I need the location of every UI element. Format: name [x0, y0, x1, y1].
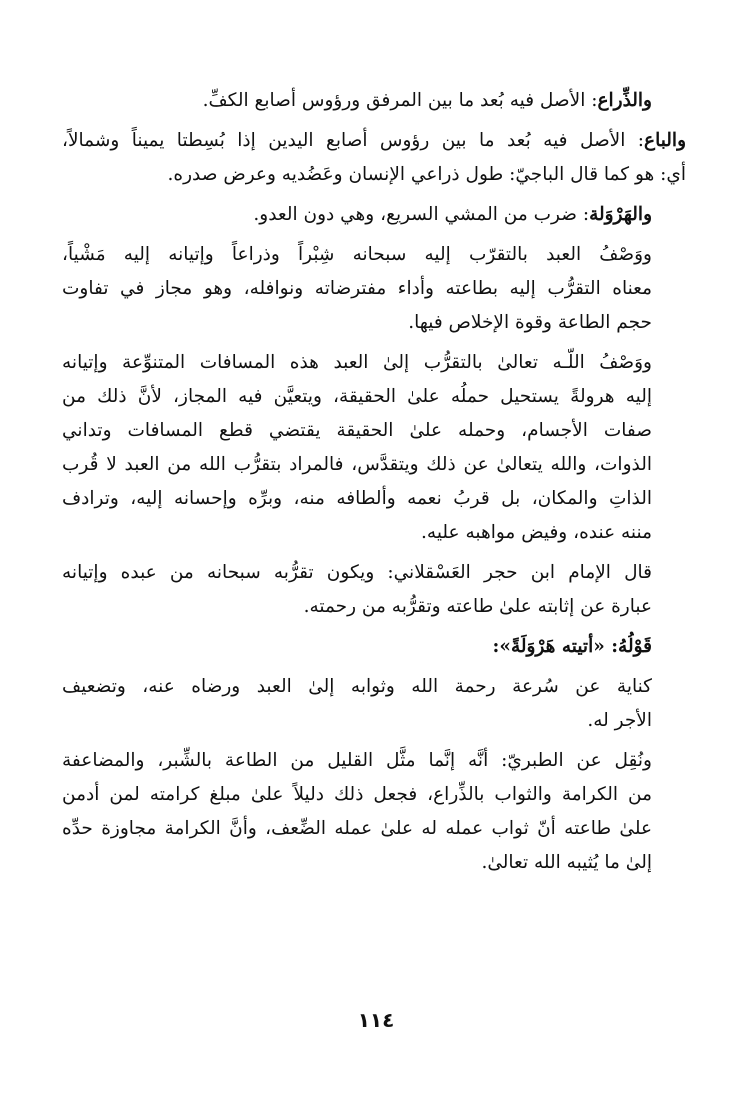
text-line: والهَرْوَلة: ضرب من المشي السريع، وهي دون العدو.	[253, 204, 652, 225]
paragraph-kinaya	[62, 670, 686, 738]
text-line: مننه عنده، وفيض مواهبه عليه.	[421, 522, 652, 543]
text-line: صفات الأجسام، وحمله علىٰ الحقيقة يقتضي قطع المسافات وتداني	[62, 420, 652, 441]
text-line: أي: هو كما قال الباجيّ: طول ذراعي الإنسان وعَضُديه وعرض صدره.	[167, 164, 686, 185]
section-heading: قَوْلُهُ: «أتيته هَرْوَلَةً»:	[492, 636, 652, 657]
text-line: ووَصْفُ اللّـه تعالىٰ بالتقرُّب إلىٰ العبد هذه المسافات المتنوِّعة وإتيانه	[62, 352, 652, 373]
text-line: من الكرامة والثواب بالذِّراع، فجعل ذلك دليلاً علىٰ مبلغ كرامته لمن أدمن	[62, 784, 652, 805]
term-harwala: والهَرْوَلة	[589, 204, 652, 225]
paragraph-harwala	[62, 198, 686, 232]
text-line: والذِّراع: الأصل فيه بُعد ما بين المرفق ورؤوس أصابع الكفِّ.	[202, 90, 652, 111]
text-line: الأجر له.	[587, 710, 652, 731]
text-line: كناية عن سُرعة رحمة الله وثوابه إلىٰ العبد ورضاه عنه، وتضعيف	[62, 676, 652, 697]
paragraph-ibn-hajar	[62, 556, 686, 624]
text-line: إليه هرولةً يستحيل حملُه علىٰ الحقيقة، ويتعيَّن فيه المجاز، لأنَّ ذلك من	[62, 386, 652, 407]
paragraph-tabari	[62, 744, 686, 880]
term-baa: والباع	[644, 130, 686, 151]
page-text	[62, 84, 686, 886]
text-line: علىٰ طاعته أنّ ثواب عمله له علىٰ عمله الضِّعف، وأنَّ الكرامة مجاوزة حدِّه	[62, 818, 652, 839]
text-line: إلىٰ ما يُثيبه الله تعالىٰ.	[481, 852, 652, 873]
paragraph-baa	[62, 124, 686, 192]
text-line: الذاتِ والمكان، بل قربُ نعمه وألطافه منه، وبرِّه وإحسانه إليه، وترادف	[62, 488, 652, 509]
paragraph-wasf-abd	[62, 238, 686, 340]
text-line: والباع: الأصل فيه بُعد ما بين رؤوس أصابع اليدين إذا بُسِطتا يميناً وشمالاً،	[62, 130, 686, 151]
paragraph-wasf-allah	[62, 346, 686, 550]
text-line: معناه التقرُّب إليه بطاعته وأداء مفترضاته ونوافله، وهو مجاز في تفاوت	[62, 278, 652, 299]
text-line: قال الإمام ابن حجر العَسْقلاني: ويكون تقرُّبه سبحانه من عبده وإتيانه	[62, 562, 652, 583]
text-line: ونُقِل عن الطبريّ: أنَّه إنَّما مثَّل القليل من الطاعة بالشِّبر، والمضاعفة	[62, 750, 652, 771]
text-line: عبارة عن إثابته علىٰ طاعته وتقرُّبه من رحمته.	[303, 596, 652, 617]
term-dhira: والذِّراع	[597, 90, 652, 111]
page-number: ١١٤	[357, 1008, 395, 1032]
text-line: حجم الطاعة وقوة الإخلاص فيها.	[408, 312, 652, 333]
text-line: الذوات، والله يتعالىٰ عن ذلك ويتقدَّس، فالمراد بتقرُّب الله من العبد لا قُرب	[62, 454, 652, 475]
text-line: ووَصْفُ العبد بالتقرّب إليه سبحانه شِبْراً وذراعاً وإتيانه إليه مَشْياً،	[62, 244, 652, 265]
paragraph-dhira	[62, 84, 686, 118]
